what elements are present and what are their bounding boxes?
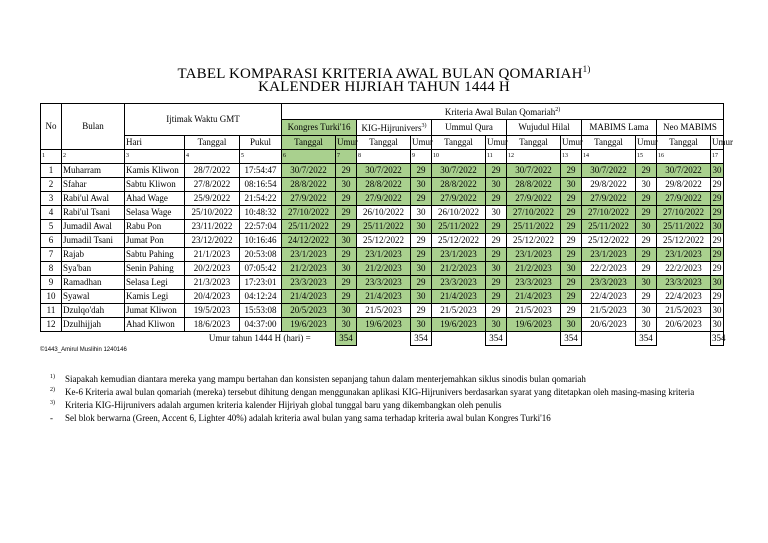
row-pukul: 08:16:54 — [240, 178, 282, 192]
crit-date: 20/6/2023 — [582, 318, 636, 332]
total-value: 354 — [711, 332, 724, 346]
crit-date: 28/8/2022 — [507, 178, 561, 192]
row-no: 3 — [41, 192, 62, 206]
table-row — [41, 262, 724, 276]
group-label: Ummul Qura — [445, 122, 493, 132]
row-tanggal: 21/1/2023 — [185, 248, 240, 262]
crit-date: 21/4/2023 — [357, 290, 411, 304]
crit-date: 21/5/2023 — [657, 304, 711, 318]
crit-date: 30/7/2022 — [582, 164, 636, 178]
crit-date: 23/3/2023 — [432, 276, 486, 290]
row-hari: Sabtu Pahing — [125, 248, 185, 262]
table-row — [41, 220, 724, 234]
header-umur: Umur — [711, 136, 724, 150]
header-kriteria: Kriteria Awal Bulan Qomariah$^{2)}$ — [282, 104, 724, 120]
table-row — [41, 248, 724, 262]
row-tanggal: 21/3/2023 — [185, 276, 240, 290]
row-tanggal: 20/4/2023 — [185, 290, 240, 304]
crit-umur: 29 — [336, 290, 357, 304]
crit-date: 23/1/2023 — [357, 248, 411, 262]
header-tanggal: Tanggal — [282, 136, 336, 150]
crit-date: 25/12/2022 — [432, 234, 486, 248]
crit-umur: 29 — [486, 164, 507, 178]
table-row — [41, 164, 724, 178]
crit-date: 22/4/2023 — [657, 290, 711, 304]
crit-date: 26/10/2022 — [357, 206, 411, 220]
column-number: 7 — [336, 150, 357, 164]
row-no: 7 — [41, 248, 62, 262]
crit-date: 28/8/2022 — [282, 178, 336, 192]
crit-date: 21/2/2023 — [282, 262, 336, 276]
crit-date: 21/2/2023 — [507, 262, 561, 276]
table-row — [41, 178, 724, 192]
crit-umur: 29 — [636, 248, 657, 262]
crit-umur: 30 — [411, 290, 432, 304]
row-hari: Selasa Legi — [125, 276, 185, 290]
crit-umur: 29 — [336, 248, 357, 262]
header-tanggal: Tanggal — [357, 136, 411, 150]
footnote-text: Sel blok berwarna (Green, Accent 6, Lighter 40%) adalah kriteria awal bulan yang sama terhadap kriteria awal bulan Kongres Turki'16 — [65, 413, 551, 423]
credit-text: ©1443_Amirul Muslihin 1240146 — [40, 347, 127, 353]
footnote — [50, 412, 730, 425]
crit-date: 29/8/2022 — [657, 178, 711, 192]
column-number: 8 — [357, 150, 411, 164]
crit-date: 23/1/2023 — [657, 248, 711, 262]
header-pukul: Pukul — [240, 136, 282, 150]
crit-date: 23/1/2023 — [507, 248, 561, 262]
header-umur: Umur — [636, 136, 657, 150]
row-no: 12 — [41, 318, 62, 332]
column-number: 13 — [561, 150, 582, 164]
table-row — [41, 192, 724, 206]
crit-umur: 30 — [336, 262, 357, 276]
crit-umur: 30 — [711, 164, 724, 178]
row-pukul: 22:57:04 — [240, 220, 282, 234]
footnote-mark: 2) — [50, 387, 55, 393]
column-number: 9 — [411, 150, 432, 164]
row-bulan: Dzulqo'dah — [62, 304, 125, 318]
crit-umur: 29 — [636, 234, 657, 248]
crit-date: 25/12/2022 — [582, 234, 636, 248]
table-row — [41, 234, 724, 248]
crit-umur: 29 — [561, 192, 582, 206]
row-hari: Sabtu Kliwon — [125, 178, 185, 192]
header-umur: Umur — [336, 136, 357, 150]
group-label: Wujudul Hilal — [518, 122, 570, 132]
crit-date: 19/6/2023 — [357, 318, 411, 332]
crit-date: 25/11/2022 — [432, 220, 486, 234]
crit-date: 23/3/2023 — [507, 276, 561, 290]
row-bulan: Sfahar — [62, 178, 125, 192]
row-bulan: Ramadhan — [62, 276, 125, 290]
crit-umur: 29 — [636, 290, 657, 304]
header-group-5 — [657, 120, 724, 136]
crit-date: 21/4/2023 — [282, 290, 336, 304]
crit-date: 25/12/2022 — [657, 234, 711, 248]
header-no: No — [41, 104, 62, 150]
row-hari: Rabu Pon — [125, 220, 185, 234]
crit-date: 23/3/2023 — [282, 276, 336, 290]
row-pukul: 17:54:47 — [240, 164, 282, 178]
crit-date: 28/8/2022 — [357, 178, 411, 192]
row-tanggal: 27/8/2022 — [185, 178, 240, 192]
header-tanggal: Tanggal — [185, 136, 240, 150]
row-no: 8 — [41, 262, 62, 276]
crit-date: 21/5/2023 — [357, 304, 411, 318]
footnote-mark: 3) — [50, 400, 55, 406]
row-no: 6 — [41, 234, 62, 248]
crit-umur: 29 — [636, 206, 657, 220]
footnote — [50, 399, 730, 412]
header-tanggal: Tanggal — [432, 136, 486, 150]
crit-date: 29/8/2022 — [582, 178, 636, 192]
column-number: 15 — [636, 150, 657, 164]
crit-date: 20/5/2023 — [282, 304, 336, 318]
crit-umur: 29 — [486, 290, 507, 304]
crit-umur: 30 — [561, 178, 582, 192]
row-tanggal: 25/9/2022 — [185, 192, 240, 206]
crit-umur: 30 — [636, 318, 657, 332]
crit-date: 30/7/2022 — [357, 164, 411, 178]
crit-umur: 29 — [486, 192, 507, 206]
crit-umur: 29 — [411, 248, 432, 262]
crit-umur: 29 — [561, 304, 582, 318]
header-group-4 — [582, 120, 657, 136]
crit-date: 27/9/2022 — [432, 192, 486, 206]
table-row — [41, 318, 724, 332]
footnote-mark: 1) — [50, 374, 55, 380]
crit-umur: 30 — [336, 318, 357, 332]
crit-umur: 30 — [486, 318, 507, 332]
footnote-mark: - — [50, 413, 53, 423]
crit-date: 25/12/2022 — [357, 234, 411, 248]
crit-umur: 30 — [561, 262, 582, 276]
footnote — [50, 373, 730, 386]
row-hari: Selasa Wage — [125, 206, 185, 220]
group-label: Neo MABIMS — [663, 122, 717, 132]
crit-date: 27/9/2022 — [582, 192, 636, 206]
crit-umur: 30 — [411, 262, 432, 276]
crit-date: 30/7/2022 — [507, 164, 561, 178]
crit-umur: 29 — [486, 248, 507, 262]
row-bulan: Rabi'ul Awal — [62, 192, 125, 206]
footnotes — [50, 373, 730, 425]
row-hari: Ahad Wage — [125, 192, 185, 206]
crit-umur: 29 — [711, 178, 724, 192]
crit-umur: 29 — [711, 290, 724, 304]
crit-umur: 29 — [711, 262, 724, 276]
footnote-text: Siapakah kemudian diantara mereka yang mampu bertahan dan konsisten sepanjang tahun dalam menterjemahkan siklus sinodis bulan qomariah — [65, 374, 586, 384]
crit-date: 27/9/2022 — [357, 192, 411, 206]
header-group-3 — [507, 120, 582, 136]
table-title: TABEL KOMPARASI KRITERIA AWAL BULAN QOMARIAH$^{1)}$ — [177, 64, 591, 82]
column-number: 16 — [657, 150, 711, 164]
column-number: 10 — [432, 150, 486, 164]
crit-umur: 30 — [336, 178, 357, 192]
crit-date: 21/2/2023 — [432, 262, 486, 276]
footnote-text: Kriteria KIG-Hijrunivers adalah argumen kriteria kalender Hijriyah global tunggal baru yang dikembangkan oleh penulis — [65, 400, 502, 410]
row-hari: Jumat Pon — [125, 234, 185, 248]
row-pukul: 15:53:08 — [240, 304, 282, 318]
crit-umur: 29 — [636, 192, 657, 206]
crit-umur: 29 — [486, 304, 507, 318]
crit-date: 19/6/2023 — [507, 318, 561, 332]
crit-date: 27/10/2022 — [657, 206, 711, 220]
crit-umur: 29 — [636, 262, 657, 276]
column-number: 3 — [125, 150, 185, 164]
crit-date: 27/10/2022 — [507, 206, 561, 220]
crit-umur: 30 — [411, 206, 432, 220]
row-hari: Senin Pahing — [125, 262, 185, 276]
row-pukul: 17:23:01 — [240, 276, 282, 290]
column-number: 17 — [711, 150, 724, 164]
total-value: 354 — [411, 332, 432, 346]
group-label: KIG-Hijrunivers — [361, 123, 422, 133]
crit-date: 23/3/2023 — [357, 276, 411, 290]
total-spacer — [432, 332, 486, 346]
total-value: 354 — [336, 332, 357, 346]
crit-date: 22/2/2023 — [582, 262, 636, 276]
crit-date: 27/10/2022 — [282, 206, 336, 220]
row-pukul: 10:48:32 — [240, 206, 282, 220]
crit-umur: 29 — [411, 234, 432, 248]
row-no: 5 — [41, 220, 62, 234]
crit-umur: 30 — [636, 178, 657, 192]
crit-date: 25/11/2022 — [282, 220, 336, 234]
crit-date: 21/4/2023 — [432, 290, 486, 304]
column-number: 14 — [582, 150, 636, 164]
crit-umur: 29 — [486, 234, 507, 248]
crit-umur: 29 — [336, 276, 357, 290]
crit-date: 23/1/2023 — [282, 248, 336, 262]
header-bulan: Bulan — [62, 104, 125, 150]
crit-date: 21/5/2023 — [582, 304, 636, 318]
crit-umur: 29 — [336, 220, 357, 234]
crit-umur: 29 — [411, 304, 432, 318]
crit-date: 30/7/2022 — [432, 164, 486, 178]
header-group-1 — [357, 120, 432, 136]
total-spacer — [582, 332, 636, 346]
crit-date: 20/6/2023 — [657, 318, 711, 332]
crit-umur: 30 — [486, 206, 507, 220]
crit-umur: 30 — [411, 318, 432, 332]
crit-umur: 29 — [711, 234, 724, 248]
column-number: 2 — [62, 150, 125, 164]
crit-umur: 30 — [336, 234, 357, 248]
header-tanggal: Tanggal — [507, 136, 561, 150]
crit-umur: 30 — [336, 304, 357, 318]
row-bulan: Sya'ban — [62, 262, 125, 276]
crit-date: 25/11/2022 — [507, 220, 561, 234]
row-tanggal: 20/2/2023 — [185, 262, 240, 276]
crit-date: 22/4/2023 — [582, 290, 636, 304]
crit-umur: 29 — [561, 220, 582, 234]
header-umur: Umur — [411, 136, 432, 150]
crit-date: 27/9/2022 — [657, 192, 711, 206]
row-pukul: 21:54:22 — [240, 192, 282, 206]
total-value: 354 — [486, 332, 507, 346]
crit-date: 23/1/2023 — [432, 248, 486, 262]
total-row — [41, 332, 724, 346]
header-tanggal: Tanggal — [657, 136, 711, 150]
row-pukul: 07:05:42 — [240, 262, 282, 276]
table-row — [41, 276, 724, 290]
row-hari: Kamis Kliwon — [125, 164, 185, 178]
crit-umur: 29 — [411, 276, 432, 290]
crit-umur: 30 — [711, 276, 724, 290]
row-hari: Ahad Kliwon — [125, 318, 185, 332]
header-umur: Umur — [561, 136, 582, 150]
crit-date: 21/4/2023 — [507, 290, 561, 304]
row-bulan: Rabi'ul Tsani — [62, 206, 125, 220]
crit-date: 25/11/2022 — [357, 220, 411, 234]
crit-date: 23/1/2023 — [582, 248, 636, 262]
row-no: 2 — [41, 178, 62, 192]
crit-date: 21/5/2023 — [507, 304, 561, 318]
crit-date: 22/2/2023 — [657, 262, 711, 276]
header-umur: Umur — [486, 136, 507, 150]
crit-umur: 29 — [561, 234, 582, 248]
crit-date: 30/7/2022 — [657, 164, 711, 178]
crit-umur: 29 — [711, 248, 724, 262]
row-bulan: Jumadil Tsani — [62, 234, 125, 248]
crit-date: 24/12/2022 — [282, 234, 336, 248]
crit-umur: 29 — [336, 164, 357, 178]
crit-umur: 29 — [336, 206, 357, 220]
group-label: MABIMS Lama — [589, 122, 649, 132]
crit-umur: 30 — [636, 276, 657, 290]
total-spacer — [357, 332, 411, 346]
footnote — [50, 386, 730, 399]
header-tanggal: Tanggal — [582, 136, 636, 150]
row-tanggal: 23/12/2022 — [185, 234, 240, 248]
row-no: 10 — [41, 290, 62, 304]
crit-umur: 30 — [711, 304, 724, 318]
total-label: Umur tahun 1444 H (hari) = — [208, 333, 311, 344]
column-number: 1 — [41, 150, 62, 164]
column-number: 11 — [486, 150, 507, 164]
crit-umur: 29 — [711, 192, 724, 206]
row-no: 4 — [41, 206, 62, 220]
crit-umur: 29 — [486, 220, 507, 234]
crit-date: 19/6/2023 — [432, 318, 486, 332]
crit-umur: 30 — [561, 318, 582, 332]
crit-date: 27/9/2022 — [282, 192, 336, 206]
crit-umur: 30 — [711, 220, 724, 234]
crit-umur: 29 — [561, 206, 582, 220]
row-bulan: Jumadil Awal — [62, 220, 125, 234]
row-hari: Jumat Kliwon — [125, 304, 185, 318]
row-no: 11 — [41, 304, 62, 318]
column-number: 4 — [185, 150, 240, 164]
row-bulan: Syawal — [62, 290, 125, 304]
row-tanggal: 18/6/2023 — [185, 318, 240, 332]
row-pukul: 10:16:46 — [240, 234, 282, 248]
crit-date: 23/3/2023 — [582, 276, 636, 290]
crit-date: 26/10/2022 — [432, 206, 486, 220]
total-value: 354 — [636, 332, 657, 346]
crit-umur: 29 — [486, 276, 507, 290]
crit-date: 27/10/2022 — [582, 206, 636, 220]
crit-umur: 29 — [411, 164, 432, 178]
row-no: 9 — [41, 276, 62, 290]
row-pukul: 04:12:24 — [240, 290, 282, 304]
crit-date: 27/9/2022 — [507, 192, 561, 206]
crit-date: 25/12/2022 — [507, 234, 561, 248]
crit-date: 25/11/2022 — [582, 220, 636, 234]
total-spacer — [507, 332, 561, 346]
table-row — [41, 304, 724, 318]
crit-date: 23/3/2023 — [657, 276, 711, 290]
crit-umur: 29 — [711, 206, 724, 220]
table-row — [41, 290, 724, 304]
crit-date: 21/5/2023 — [432, 304, 486, 318]
row-tanggal: 25/10/2022 — [185, 206, 240, 220]
table-row — [41, 206, 724, 220]
row-pukul: 04:37:00 — [240, 318, 282, 332]
crit-umur: 30 — [711, 318, 724, 332]
crit-umur: 30 — [486, 178, 507, 192]
row-tanggal: 28/7/2022 — [185, 164, 240, 178]
crit-umur: 30 — [411, 220, 432, 234]
header-group-2 — [432, 120, 507, 136]
crit-umur: 29 — [561, 290, 582, 304]
footnote-text: Ke-6 Kriteria awal bulan qomariah (mereka) tersebut dihitung dengan menggunakan aplikasi KIG-Hijrunivers berdasarkan syarat yang ditetapkan oleh masing-masing kriteria — [65, 387, 695, 397]
crit-umur: 29 — [561, 164, 582, 178]
crit-umur: 29 — [561, 248, 582, 262]
group-label: Kongres Turki'16 — [287, 122, 351, 132]
crit-date: 21/2/2023 — [357, 262, 411, 276]
row-hari: Kamis Legi — [125, 290, 185, 304]
crit-umur: 30 — [486, 262, 507, 276]
header-ijtimak: Ijtimak Waktu GMT — [125, 104, 282, 136]
crit-date: 25/11/2022 — [657, 220, 711, 234]
column-number: 6 — [282, 150, 336, 164]
crit-umur: 30 — [636, 304, 657, 318]
crit-umur: 29 — [561, 276, 582, 290]
total-spacer — [657, 332, 711, 346]
row-bulan: Rajab — [62, 248, 125, 262]
crit-umur: 29 — [636, 164, 657, 178]
comparison-table — [40, 103, 734, 346]
row-tanggal: 19/5/2023 — [185, 304, 240, 318]
row-bulan: Dzulhijjah — [62, 318, 125, 332]
header-group-0 — [282, 120, 357, 136]
crit-date: 19/6/2023 — [282, 318, 336, 332]
row-pukul: 20:53:08 — [240, 248, 282, 262]
row-no: 1 — [41, 164, 62, 178]
crit-date: 30/7/2022 — [282, 164, 336, 178]
crit-date: 28/8/2022 — [432, 178, 486, 192]
row-bulan: Muharram — [62, 164, 125, 178]
crit-umur: 29 — [336, 192, 357, 206]
crit-umur: 30 — [636, 220, 657, 234]
total-value: 354 — [561, 332, 582, 346]
column-number: 5 — [240, 150, 282, 164]
group-sup: 3) — [421, 123, 427, 129]
table-subtitle: KALENDER HIJRIAH TAHUN 1444 H — [258, 79, 510, 95]
column-number: 12 — [507, 150, 561, 164]
crit-umur: 29 — [411, 192, 432, 206]
crit-umur: 30 — [411, 178, 432, 192]
header-hari: Hari — [125, 136, 185, 150]
row-tanggal: 23/11/2022 — [185, 220, 240, 234]
